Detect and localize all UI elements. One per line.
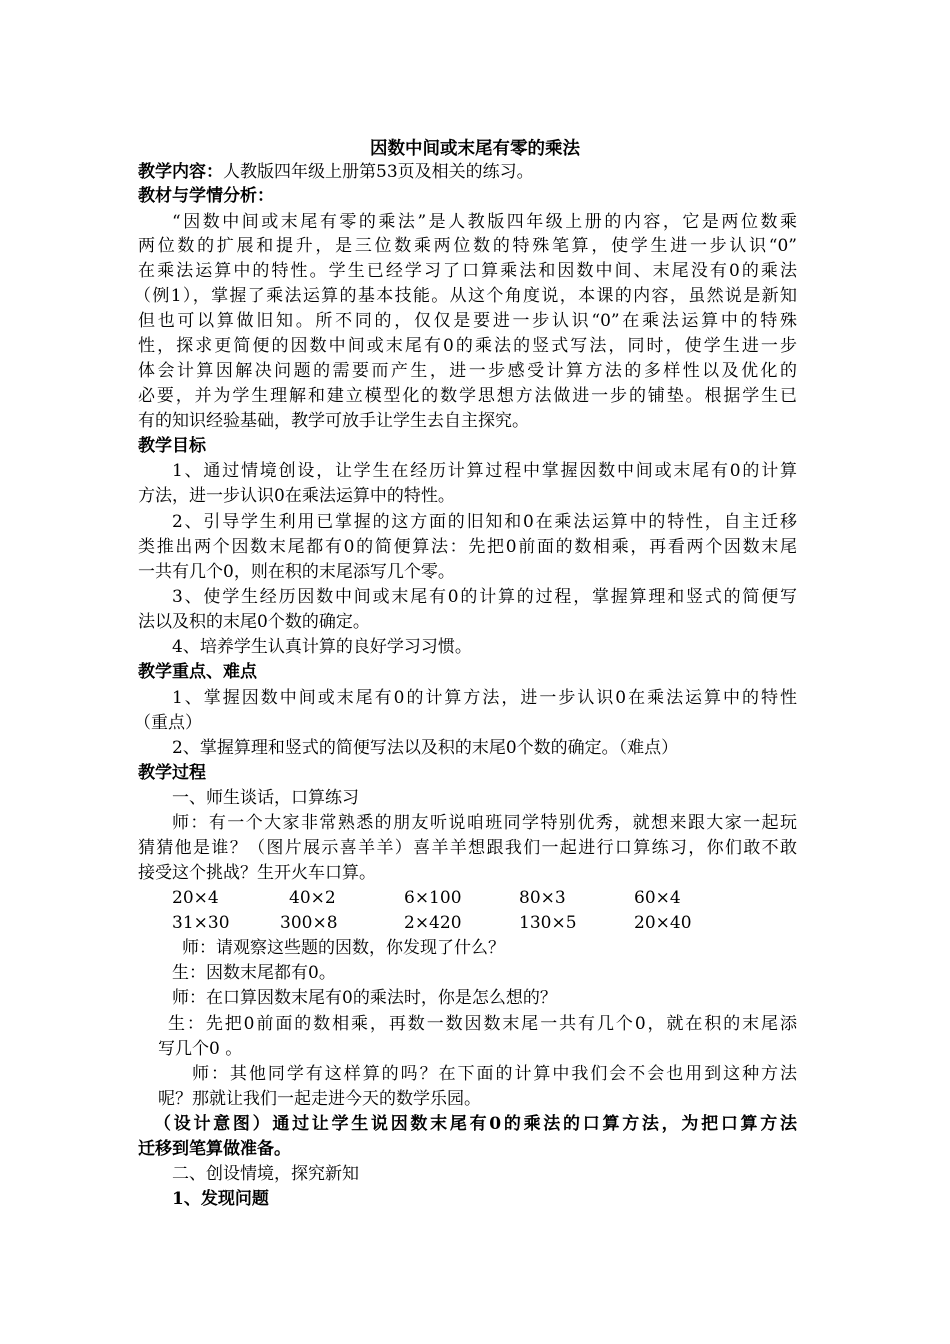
section-one-heading: 一、师生谈话，口算练习 (172, 788, 359, 808)
dialog-line: 写几个0 。 (158, 1039, 243, 1059)
dialog-line: 师：其他同学有这样算的吗？在下面的计算中我们会不会也用到这种方法 (192, 1064, 797, 1084)
teaching-content-text: 人教版四年级上册第53页及相关的练习。 (223, 162, 534, 182)
teaching-content-label: 教学内容： (138, 162, 223, 182)
dialog-line: 师：请观察这些题的因数，你发现了什么？ (182, 938, 505, 958)
goal-line: 1、通过情境创设，让学生在经历计算过程中掌握因数中间或末尾有0的计算 (172, 461, 797, 481)
key-points-heading: 教学重点、难点 (138, 662, 257, 682)
math-item: 60×4 (634, 888, 681, 908)
process-heading: 教学过程 (138, 763, 206, 783)
analysis-line: 必要，并为学生理解和建立模型化的数学思想方法做进一步的铺垫。根据学生已 (138, 386, 797, 406)
math-item: 2×420 (404, 913, 462, 933)
key-point-line: 2、掌握算理和竖式的简便写法以及积的末尾0个数的确定。（难点） (172, 738, 679, 758)
analysis-line: 两位数的扩展和提升，是三位数乘两位数的特殊笔算，使学生进一步认识“0” (138, 236, 797, 256)
goal-line: 2、引导学生利用已掌握的这方面的旧知和0在乘法运算中的特性，自主迁移 (172, 512, 797, 532)
analysis-line: 但也可以算做旧知。所不同的，仅仅是要进一步认识“0”在乘法运算中的特殊 (138, 311, 797, 331)
analysis-line: 在乘法运算中的特性。学生已经学习了口算乘法和因数中间、末尾没有0的乘法 (138, 261, 797, 281)
math-item: 300×8 (280, 913, 338, 933)
analysis-line: （例1），掌握了乘法运算的基本技能。从这个角度说，本课的内容，虽然说是新知 (134, 286, 797, 306)
dialog-line: 生：因数末尾都有0。 (172, 963, 336, 983)
math-item: 20×4 (172, 888, 219, 908)
goal-line: 类推出两个因数末尾都有0的简便算法：先把0前面的数相乘，再看两个因数末尾 (138, 537, 797, 557)
analysis-line: 体会计算因解决问题的需要而产生，进一步感受计算方法的多样性以及优化的 (138, 361, 797, 381)
document-title: 因数中间或末尾有零的乘法 (370, 139, 580, 159)
teaching-content (138, 160, 814, 184)
math-item: 40×2 (289, 888, 336, 908)
teacher-line: 猜猜他是谁？（图片展示喜羊羊）喜羊羊想跟我们一起进行口算练习，你们敢不敢 (138, 838, 797, 858)
dialog-line: 师：在口算因数末尾有0的乘法时，你是怎么想的？ (172, 988, 557, 1008)
analysis-heading: 教材与学情分析： (138, 186, 274, 206)
analysis-line: 有的知识经验基础，教学可放手让学生去自主探究。 (138, 411, 529, 431)
math-item: 130×5 (519, 913, 577, 933)
math-item: 31×30 (172, 913, 230, 933)
goal-line: 方法，进一步认识0在乘法运算中的特性。 (138, 486, 455, 506)
design-intent-line: 迁移到笔算做准备。 (138, 1139, 291, 1159)
goals-heading: 教学目标 (138, 436, 206, 456)
dialog-line: 生：先把0前面的数相乘，再数一数因数末尾一共有几个0，就在积的末尾添 (168, 1014, 797, 1034)
goal-line: 法以及积的末尾0个数的确定。 (138, 612, 370, 632)
teacher-line: 师：有一个大家非常熟悉的朋友听说咱班同学特别优秀，就想来跟大家一起玩 (172, 813, 797, 833)
analysis-line: 性，探求更简便的因数中间或末尾有0的乘法的竖式写法，同时，使学生进一步 (138, 336, 797, 356)
math-item: 20×40 (634, 913, 692, 933)
dialog-line: 呢？那就让我们一起走进今天的数学乐园。 (158, 1089, 481, 1109)
math-item: 6×100 (404, 888, 462, 908)
design-intent-line: （设计意图）通过让学生说因数末尾有0的乘法的口算方法，为把口算方法 (154, 1114, 797, 1134)
key-point-line: （重点） (134, 713, 202, 733)
goal-line: 3、使学生经历因数中间或末尾有0的计算的过程，掌握算理和竖式的简便写 (172, 587, 797, 607)
goal-line: 4、培养学生认真计算的良好学习习惯。 (172, 637, 472, 657)
teacher-line: 接受这个挑战？生开火车口算。 (138, 863, 376, 883)
analysis-line: “因数中间或末尾有零的乘法”是人教版四年级上册的内容，它是两位数乘 (172, 212, 797, 232)
math-item: 80×3 (519, 888, 566, 908)
section-two-heading: 二、创设情境，探究新知 (172, 1164, 359, 1184)
goal-line: 一共有几个0，则在积的末尾添写几个零。 (138, 562, 455, 582)
key-point-line: 1、掌握因数中间或末尾有0的计算方法，进一步认识0在乘法运算中的特性 (172, 688, 797, 708)
subsection-heading: 1、发现问题 (172, 1189, 269, 1209)
